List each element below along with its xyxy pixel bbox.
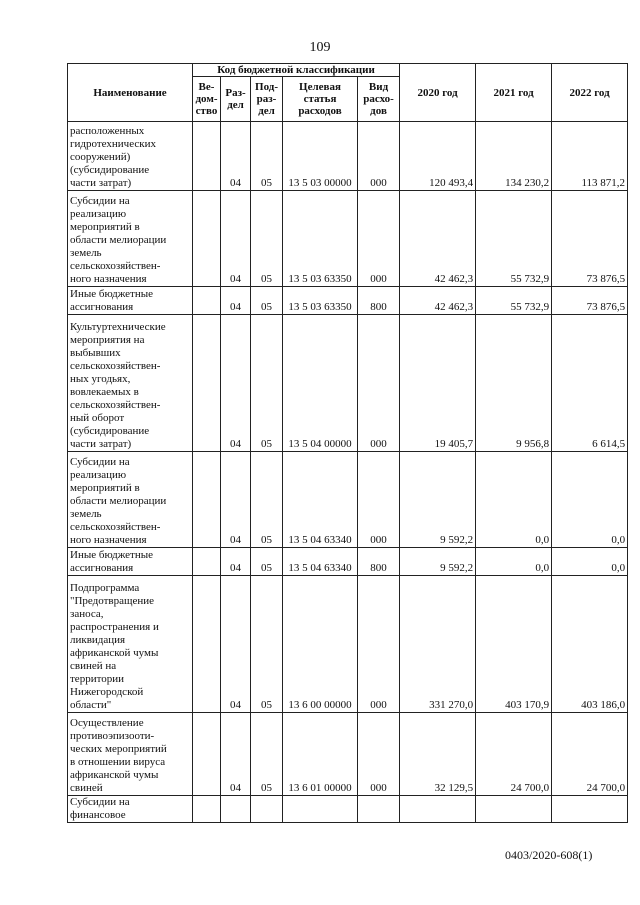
- row-2022: 73 876,5: [552, 287, 628, 315]
- row-ved: [193, 576, 221, 713]
- row-2021: 0,0: [476, 548, 552, 576]
- header-name: Наименование: [68, 64, 193, 122]
- row-vid: 000: [358, 452, 400, 548]
- row-2020: 42 462,3: [400, 287, 476, 315]
- row-vid: 800: [358, 287, 400, 315]
- header-2022: 2022 год: [552, 64, 628, 122]
- header-target: Целевая статья расходов: [283, 77, 358, 122]
- row-2022: 403 186,0: [552, 576, 628, 713]
- row-2022: 0,0: [552, 452, 628, 548]
- row-target: 13 6 01 00000: [283, 713, 358, 796]
- row-2020: 9 592,2: [400, 452, 476, 548]
- row-ved: [193, 548, 221, 576]
- table-row: [68, 122, 628, 191]
- row-razdel: 04: [221, 548, 251, 576]
- row-ved: [193, 191, 221, 287]
- table-row: [68, 796, 628, 823]
- row-target: 13 5 03 63350: [283, 287, 358, 315]
- row-name: Иные бюджетные ассигнования: [68, 287, 193, 315]
- page-number: 109: [309, 40, 331, 55]
- row-razdel: 04: [221, 315, 251, 452]
- row-2020: 9 592,2: [400, 548, 476, 576]
- row-podrazdel: 05: [251, 287, 283, 315]
- row-podrazdel: 05: [251, 452, 283, 548]
- header-podrazdel: Под- раз- дел: [251, 77, 283, 122]
- row-vid: 800: [358, 548, 400, 576]
- row-name: Осуществление противоэпизооти- ческих мероприятий в отношении вируса африканской чумы свиней: [68, 713, 193, 796]
- row-razdel: 04: [221, 191, 251, 287]
- row-2020: 120 493,4: [400, 122, 476, 191]
- row-2021: 55 732,9: [476, 287, 552, 315]
- header-razdel: Раз- дел: [221, 77, 251, 122]
- row-razdel: 04: [221, 122, 251, 191]
- table-row: [68, 191, 628, 287]
- row-podrazdel: [251, 796, 283, 823]
- row-podrazdel: 05: [251, 548, 283, 576]
- row-2020: 331 270,0: [400, 576, 476, 713]
- row-2022: 73 876,5: [552, 191, 628, 287]
- row-2022: 6 614,5: [552, 315, 628, 452]
- table-row: [68, 315, 628, 452]
- row-2022: [552, 796, 628, 823]
- row-ved: [193, 287, 221, 315]
- row-target: 13 5 03 63350: [283, 191, 358, 287]
- header-code-group: Код бюджетной классификации: [193, 64, 400, 77]
- row-razdel: 04: [221, 713, 251, 796]
- header-ved: Ве- дом- ство: [193, 77, 221, 122]
- row-razdel: 04: [221, 576, 251, 713]
- row-2020: 32 129,5: [400, 713, 476, 796]
- row-ved: [193, 122, 221, 191]
- document-code: 0403/2020-608(1): [505, 848, 593, 862]
- row-2021: 403 170,9: [476, 576, 552, 713]
- row-target: 13 6 00 00000: [283, 576, 358, 713]
- table-row: [68, 548, 628, 576]
- row-name: Культуртехнические мероприятия на выбывших сельскохозяйствен- ных угодьях, вовлекаемых в сельскохозяйствен- ный оборот (субсидирование части затрат): [68, 315, 193, 452]
- row-target: 13 5 04 63340: [283, 548, 358, 576]
- row-vid: 000: [358, 191, 400, 287]
- row-name: Субсидии на реализацию мероприятий в области мелиорации земель сельскохозяйствен- ного назначения: [68, 452, 193, 548]
- row-target: 13 5 04 63340: [283, 452, 358, 548]
- header-vid: Вид расхо- дов: [358, 77, 400, 122]
- row-2021: [476, 796, 552, 823]
- row-2021: 55 732,9: [476, 191, 552, 287]
- table-row: [68, 452, 628, 548]
- row-target: 13 5 03 00000: [283, 122, 358, 191]
- row-2022: 113 871,2: [552, 122, 628, 191]
- row-vid: 000: [358, 122, 400, 191]
- table-row: [68, 713, 628, 796]
- row-name: расположенных гидротехнических сооружений) (субсидирование части затрат): [68, 122, 193, 191]
- row-podrazdel: 05: [251, 576, 283, 713]
- row-2021: 9 956,8: [476, 315, 552, 452]
- row-vid: 000: [358, 713, 400, 796]
- row-target: [283, 796, 358, 823]
- row-podrazdel: 05: [251, 713, 283, 796]
- row-ved: [193, 452, 221, 548]
- row-name: Иные бюджетные ассигнования: [68, 548, 193, 576]
- row-vid: [358, 796, 400, 823]
- row-2022: 0,0: [552, 548, 628, 576]
- row-ved: [193, 713, 221, 796]
- row-name: Субсидии на финансовое: [68, 796, 193, 823]
- table-row: [68, 576, 628, 713]
- row-2021: 0,0: [476, 452, 552, 548]
- row-2020: [400, 796, 476, 823]
- row-vid: 000: [358, 315, 400, 452]
- header-2020: 2020 год: [400, 64, 476, 122]
- row-2020: 42 462,3: [400, 191, 476, 287]
- row-ved: [193, 315, 221, 452]
- header-2021: 2021 год: [476, 64, 552, 122]
- row-razdel: [221, 796, 251, 823]
- row-name: Подпрограмма "Предотвращение заноса, распространения и ликвидация африканской чумы свиней на территории Нижегородской области": [68, 576, 193, 713]
- row-target: 13 5 04 00000: [283, 315, 358, 452]
- row-2021: 24 700,0: [476, 713, 552, 796]
- row-vid: 000: [358, 576, 400, 713]
- row-2020: 19 405,7: [400, 315, 476, 452]
- row-2021: 134 230,2: [476, 122, 552, 191]
- row-podrazdel: 05: [251, 191, 283, 287]
- row-podrazdel: 05: [251, 315, 283, 452]
- row-name: Субсидии на реализацию мероприятий в области мелиорации земель сельскохозяйствен- ного назначения: [68, 191, 193, 287]
- row-2022: 24 700,0: [552, 713, 628, 796]
- budget-table: [67, 63, 628, 823]
- row-podrazdel: 05: [251, 122, 283, 191]
- row-razdel: 04: [221, 452, 251, 548]
- row-ved: [193, 796, 221, 823]
- table-row: [68, 287, 628, 315]
- header-row-top: [68, 64, 628, 77]
- row-razdel: 04: [221, 287, 251, 315]
